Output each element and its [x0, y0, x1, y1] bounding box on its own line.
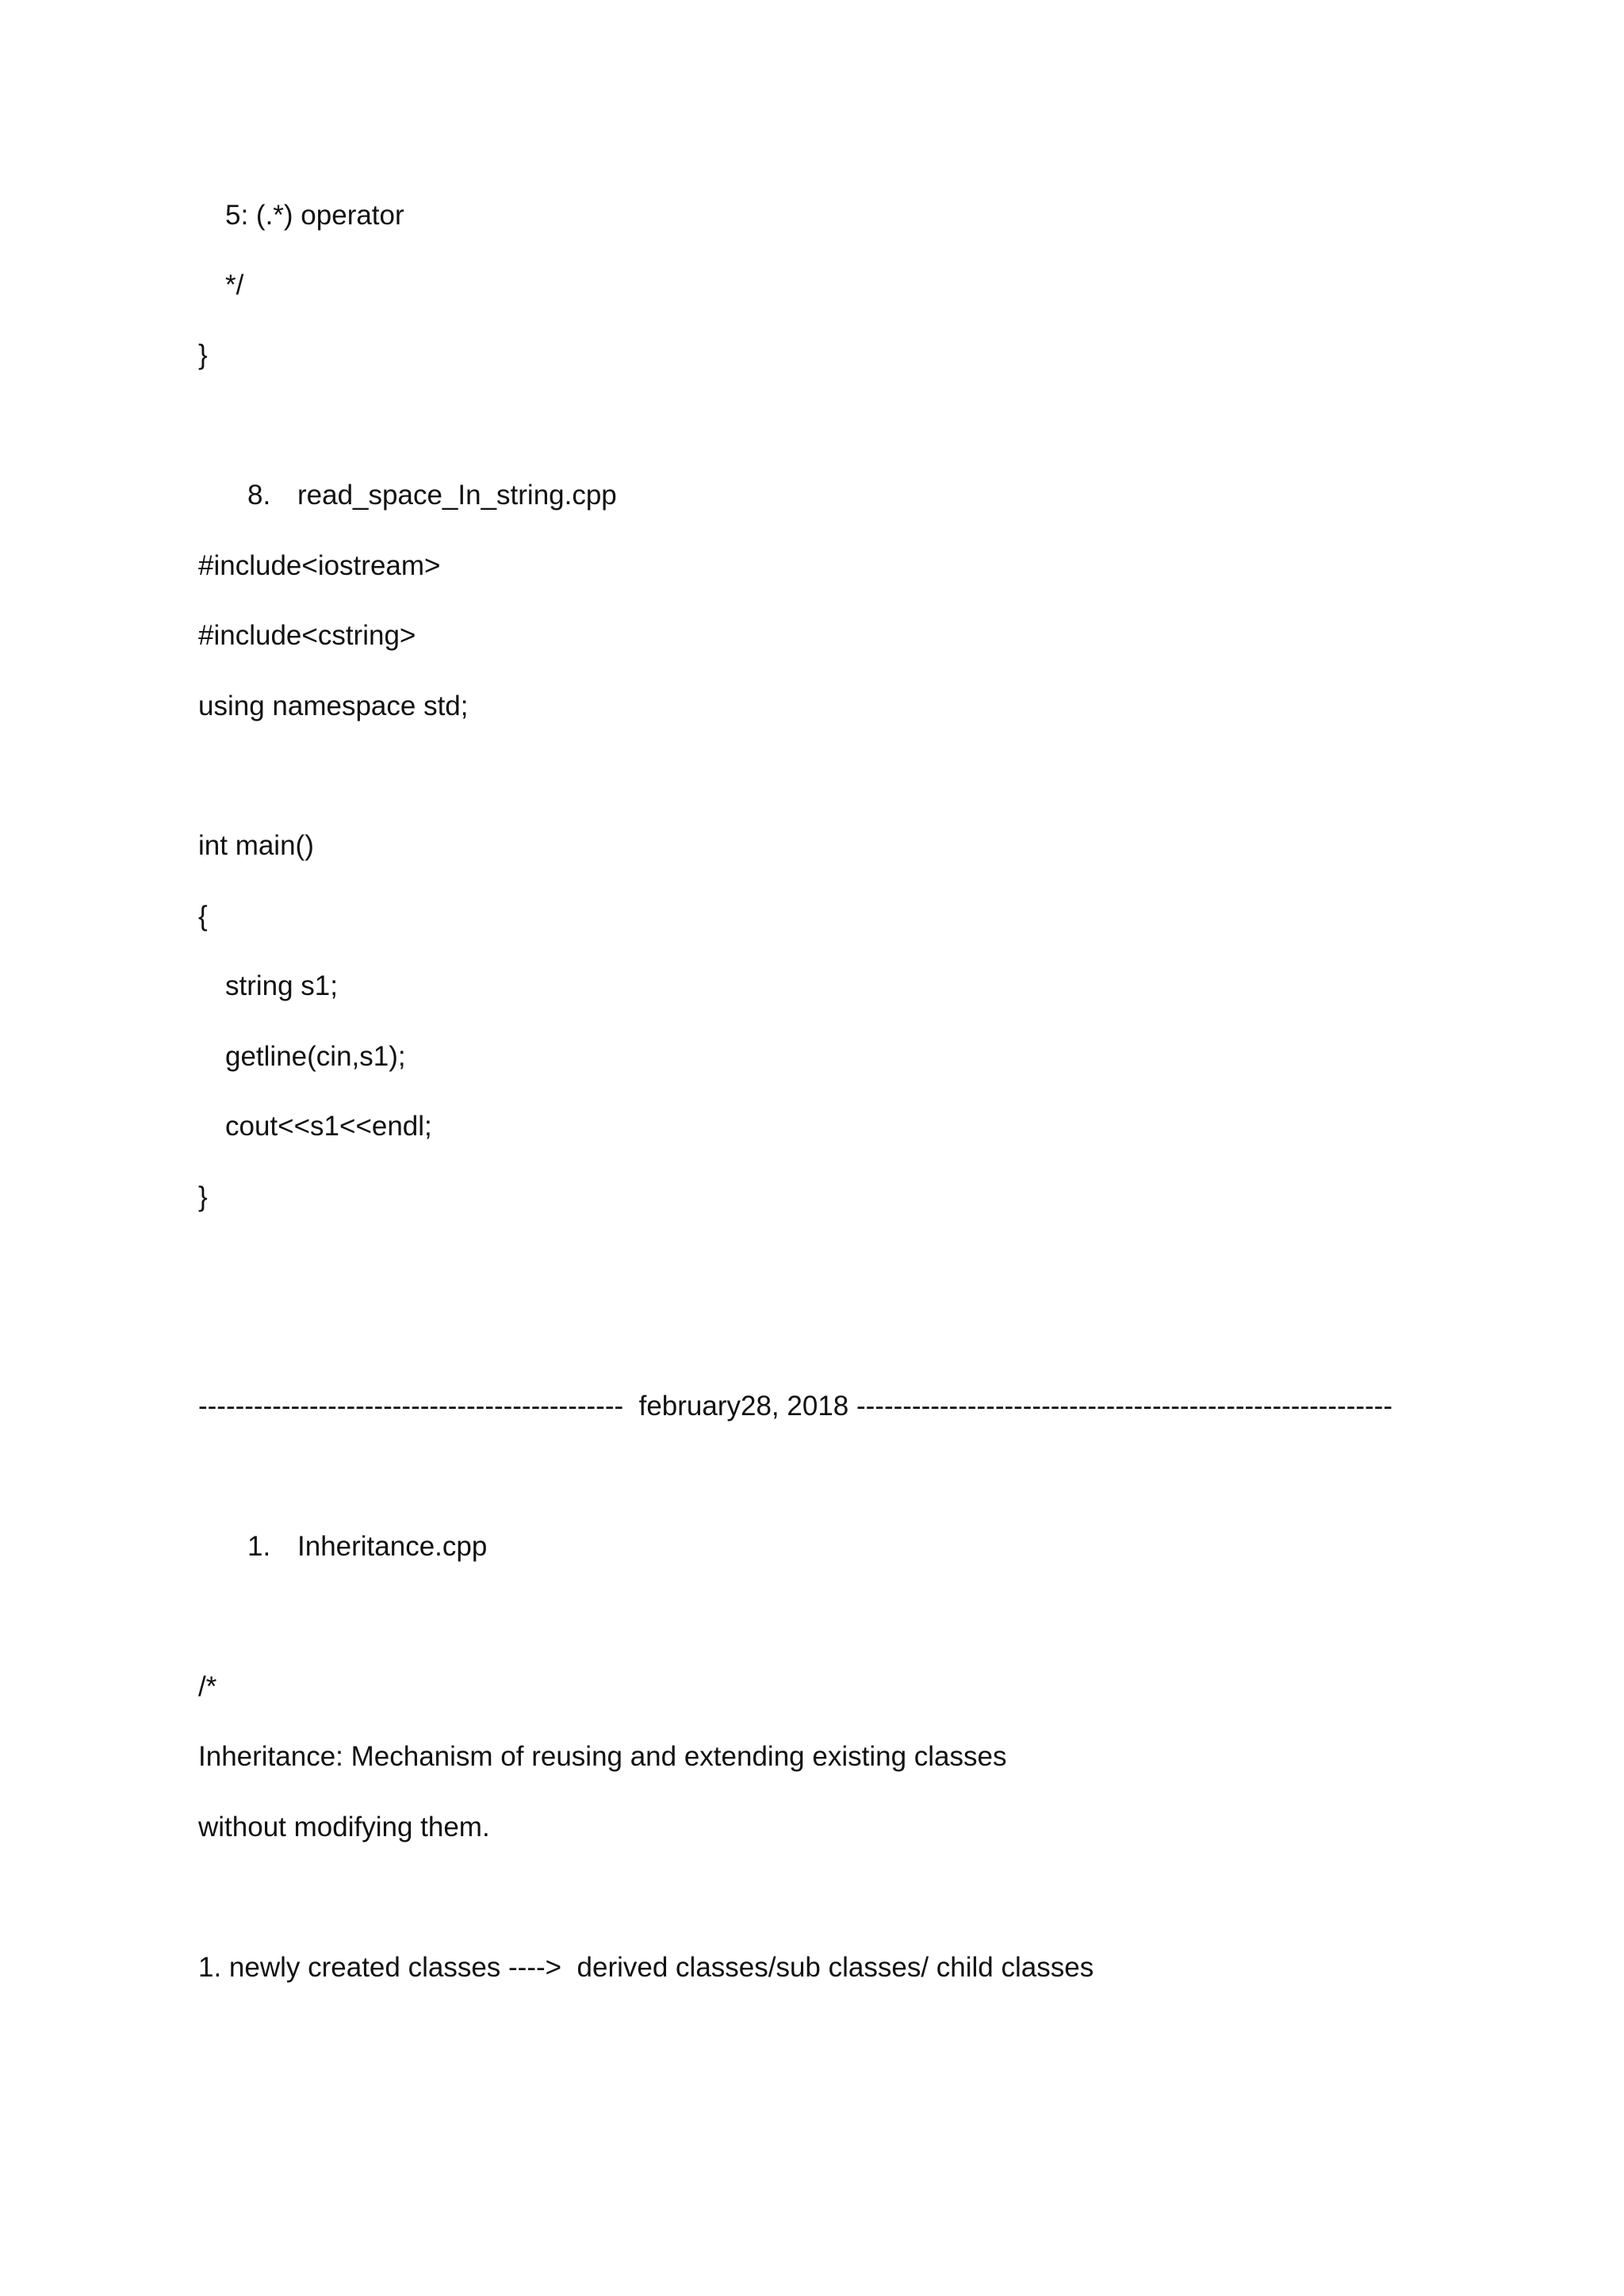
code-line: 5: (.*) operator: [225, 200, 404, 231]
code-line: without modifying them.: [198, 1812, 490, 1843]
list-item-filename: read_space_In_string.cpp: [297, 480, 617, 511]
code-line: */: [225, 270, 244, 300]
code-line: /*: [198, 1671, 217, 1702]
code-line: using namespace std;: [198, 691, 469, 721]
separator-dashes-left: ----------------------------------------------: [198, 1391, 624, 1422]
code-line: Inheritance: Mechanism of reusing and extending existing classes: [198, 1741, 1007, 1772]
code-line: }: [198, 339, 208, 370]
separator-date: february28, 2018: [638, 1391, 849, 1422]
code-line: int main(): [198, 830, 314, 861]
code-line: cout<<s1<<endl;: [225, 1111, 432, 1142]
code-line: string s1;: [225, 970, 338, 1001]
list-item-filename: Inheritance.cpp: [297, 1531, 488, 1562]
date-separator: [198, 1389, 1392, 1424]
list-item-number: 1.: [247, 1531, 271, 1562]
code-line: }: [198, 1181, 208, 1212]
code-line: 1. newly created classes ----> derived classes/sub classes/ child classes: [198, 1952, 1094, 1983]
code-line: {: [198, 901, 208, 932]
code-line: getline(cin,s1);: [225, 1041, 406, 1072]
code-line: #include<cstring>: [198, 620, 416, 651]
code-line: #include<iostream>: [198, 550, 441, 581]
list-item-number: 8.: [247, 480, 271, 511]
separator-dashes-right: ----------------------------------------------------------: [856, 1391, 1392, 1422]
